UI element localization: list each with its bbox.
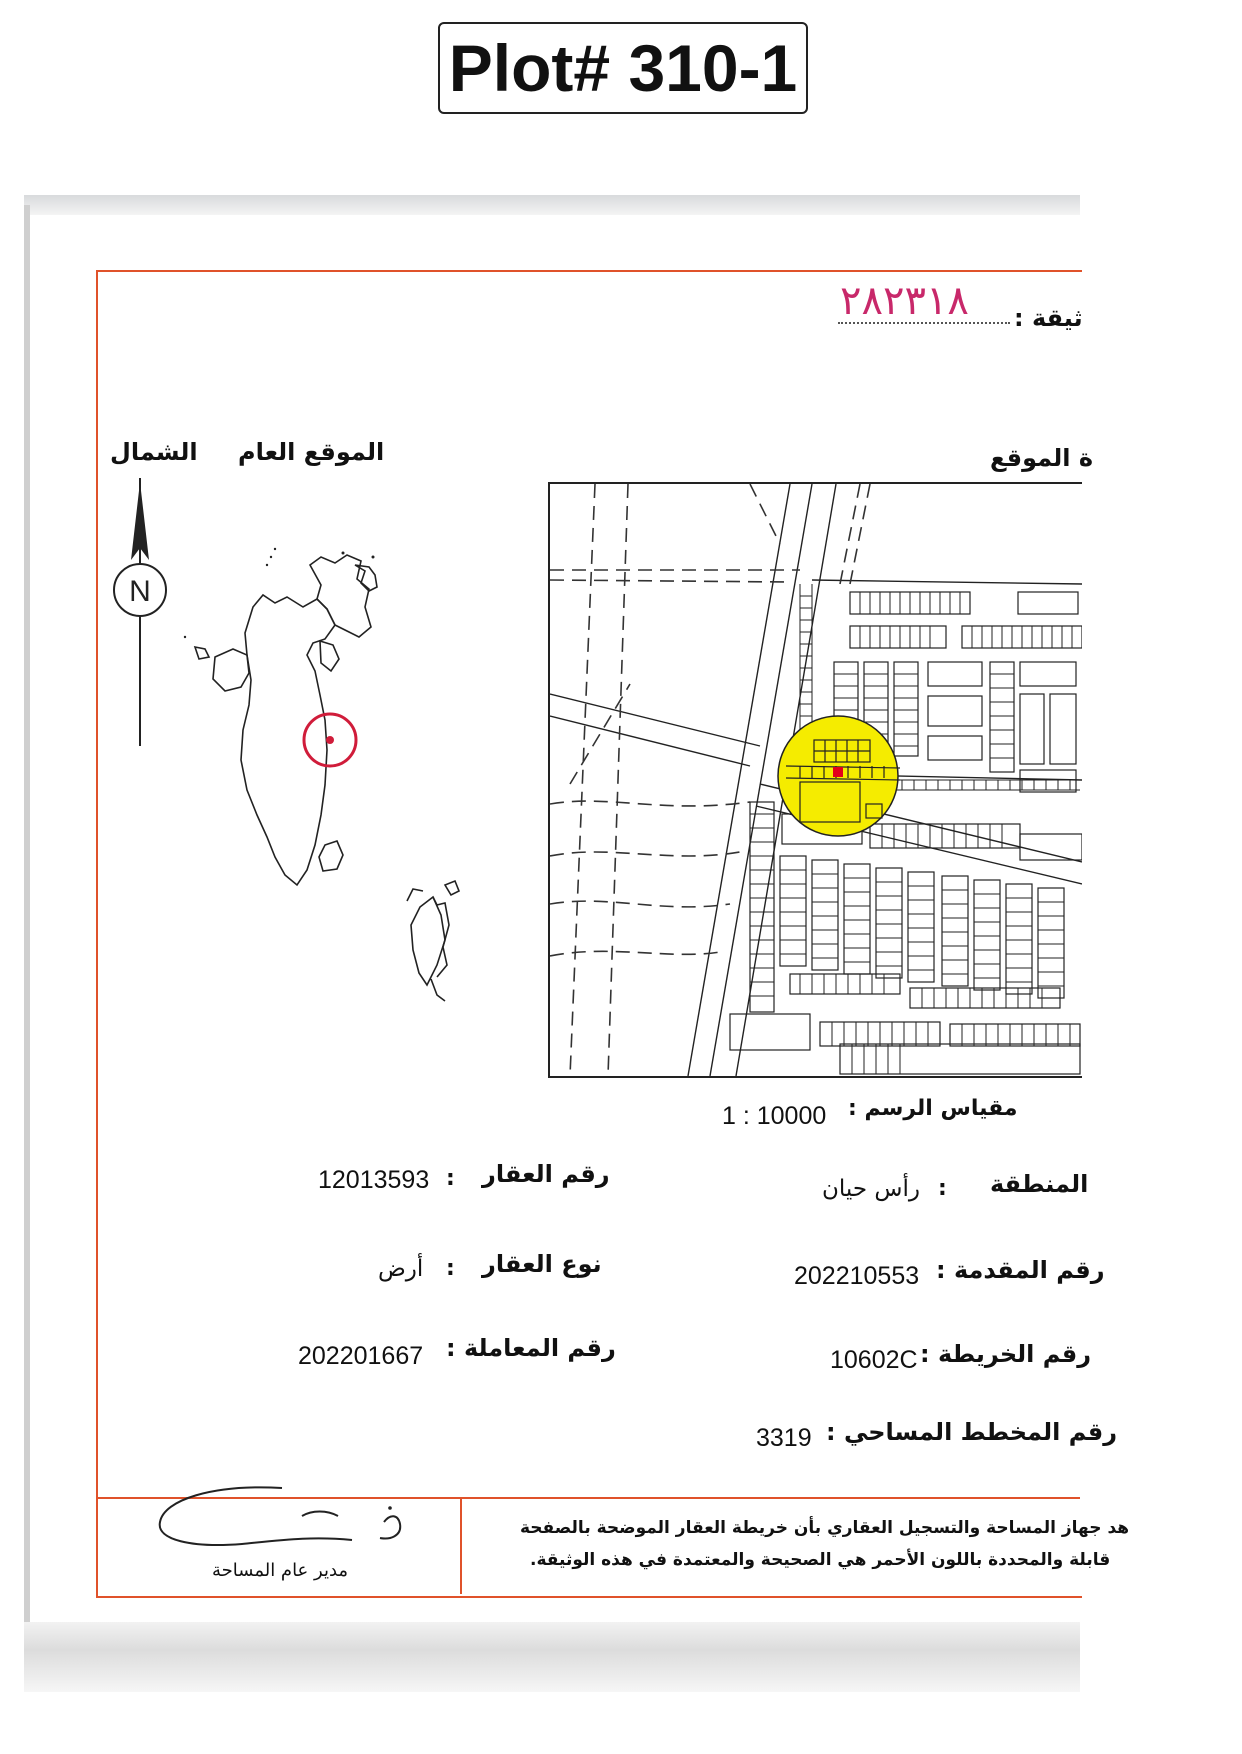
certification-line-2: قابلة والمحددة باللون الأحمر هي الصحيحة والمعتمدة في هذه الوثيقة. [530, 1550, 1111, 1570]
plot-marker [833, 767, 843, 777]
document-number-label: ثيقة : [1014, 304, 1083, 332]
property-number-label: رقم العقار [482, 1160, 610, 1188]
property-type-value: أرض [378, 1256, 424, 1282]
map-number-value: 10602C [830, 1346, 918, 1374]
signatory-title: مدير عام المساحة [212, 1560, 349, 1581]
application-number-value: 202210553 [794, 1262, 920, 1290]
scale-label: مقياس الرسم : [848, 1096, 1018, 1121]
scale-value: 1 : 10000 [722, 1102, 827, 1130]
area-colon: : [938, 1176, 947, 1201]
document-number-dotted-line [838, 322, 1010, 324]
certification-line-1: هد جهاز المساحة والتسجيل العقاري بأن خريطة العقار الموضحة بالصفحة [520, 1518, 1130, 1538]
footer-column-divider [460, 1497, 462, 1594]
location-map-label: ة الموقع [990, 444, 1094, 472]
property-number-value: 12013593 [318, 1166, 430, 1194]
country-overview-map [175, 545, 475, 1025]
plot-title: Plot# 310-1 [438, 22, 808, 114]
north-arrow-icon [108, 478, 172, 748]
signature-mark [152, 1478, 422, 1564]
north-label: الشمال [110, 438, 198, 466]
property-number-colon: : [446, 1166, 455, 1191]
area-value: رأس حيان [822, 1176, 920, 1202]
north-letter: N [129, 575, 151, 608]
handwritten-document-number: ٢٨٢٣١٨ [840, 278, 969, 324]
map-number-label: رقم الخريطة : [920, 1340, 1092, 1368]
scan-edge-left [24, 205, 30, 1625]
survey-plan-number-value: 3319 [756, 1424, 812, 1452]
scan-shadow-bottom [24, 1622, 1080, 1692]
general-location-label: الموقع العام [238, 438, 385, 466]
application-number-label: رقم المقدمة : [936, 1256, 1105, 1284]
survey-plan-number-label: رقم المخطط المساحي : [826, 1418, 1118, 1446]
transaction-number-label: رقم المعاملة : [446, 1334, 616, 1362]
scan-shadow-top [24, 195, 1080, 215]
property-type-label: نوع العقار [482, 1250, 602, 1278]
transaction-number-value: 202201667 [298, 1342, 424, 1370]
area-label: المنطقة [990, 1170, 1089, 1198]
property-type-colon: : [446, 1256, 455, 1281]
location-map [548, 482, 1082, 1078]
